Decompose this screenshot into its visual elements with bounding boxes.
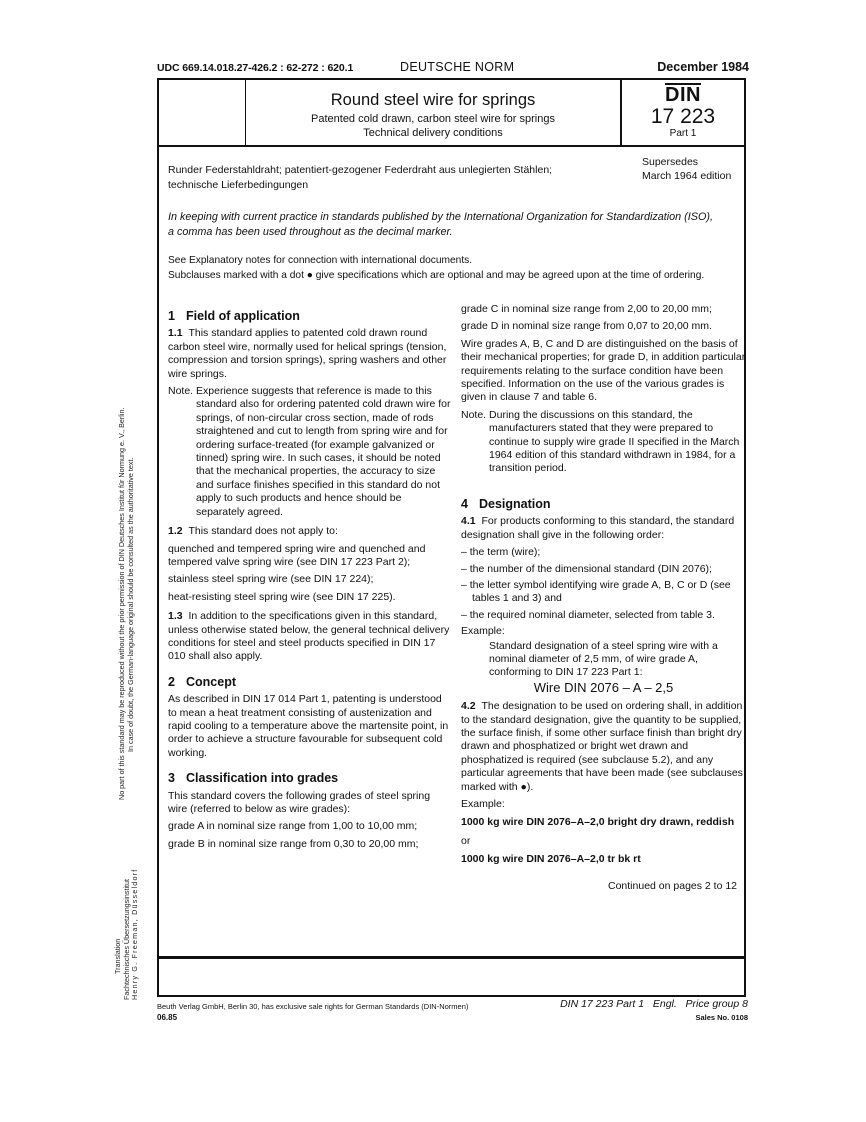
copyright-margin-note [118,408,135,800]
designation-item: – the number of the dimensional standard (DIN 2076); [461,562,712,575]
translator-name: Henry G. Freeman, Düsseldorf [130,868,139,1000]
grade-item: grade C in nominal size range from 2,00 to 20,00 mm; [461,303,712,315]
grade-item: grade D in nominal size range from 0,07 to 20,00 mm. [461,320,712,333]
copyright-line-1: No part of this standard may be reproduced without the prior permission of DIN Deutsches Institut für Normung e. V., Berlin. [117,407,126,800]
title-cell [246,80,620,145]
title-block [159,80,744,147]
section-3-text: Wire grades A, B, C and D are distinguished on the basis of their mechanical properties; for grade D, in addition particular requirements relating to the surface condition have been specified. Information on the use of the various grades is given in clause 7 and table 6. [461,337,746,404]
explanatory-notes-ref: See Explanatory notes for connection with international documents. [168,255,473,266]
order-example-or: or [461,834,471,847]
continued-note: Continued on pages 2 to 12 [608,880,738,892]
designation-item: – the required nominal diameter, selected from table 3. [461,608,715,621]
supersedes-edition: March 1964 edition [642,170,732,182]
general-notes [168,253,758,283]
publication-date: December 1984 [657,60,749,74]
clause-1-2-item: heat-resisting steel spring wire (see DIN 17 225). [168,590,396,603]
udc-code: UDC 669.14.018.27-426.2 : 62-272 : 620.1 [157,62,354,74]
optional-subclauses-note: Subclauses marked with a dot ● give specifications which are optional and may be agreed upon at the time of ordering. [168,270,705,281]
left-column [168,310,452,855]
designation-item: – the letter symbol identifying wire grade A, B, C or D (see tables 1 and 3) and [461,578,731,605]
supersedes-note [642,155,731,183]
copyright-line-2: In case of doubt, the German-language original should be consulted as the authoritative text. [125,457,135,752]
title-block-blank-cell [159,80,246,145]
example-label: Example: [461,625,505,638]
section-3-heading: 3 Classification into grades [168,771,339,786]
grade-item: grade A in nominal size range from 1,00 to 10,00 mm; [168,820,418,833]
example-2-label: Example: [461,798,505,810]
clause-1-1-note: Note. Experience suggests that reference is made to this [168,385,432,398]
print-code: 06.85 [157,1013,178,1022]
top-line [157,60,749,76]
document-reference: DIN 17 223 Part 1 Engl. Price group 8 [560,998,748,1010]
grade-item: grade B in nominal size range from 0,30 to 20,00 mm; [168,837,419,850]
document-title: Round steel wire for springs [330,91,536,109]
clause-1-2: 1.2 This standard does not apply to: [168,525,338,538]
section-3-intro: This standard covers the following grades of steel spring wire (referred to below as wire grades): [168,789,431,815]
right-column [461,303,746,871]
clause-4-1: 4.1 For products conforming to this standard, the standard designation shall give in the following order: [461,515,735,541]
section-1-heading: 1 Field of application [168,309,300,323]
german-title-line-2: technische Lieferbedingungen [168,178,309,191]
section-3-note-body: manufacturers stated that they were prepared to continue to supply wire grade II specified in the March 1964 edition of this standard withdrawn in 1984, for a transition period. [489,422,740,475]
order-example-2: 1000 kg wire DIN 2076–A–2,0 tr bk rt [461,853,641,866]
iso-note-line-1: In keeping with current practice in standards published by the International Organization for Standardization (ISO), [168,211,713,223]
din-part: Part 1 [669,128,697,139]
din-logo: DIN [665,84,701,106]
norm-label: DEUTSCHE NORM [400,60,515,74]
order-example-1: 1000 kg wire DIN 2076–A–2,0 bright dry drawn, reddish [461,816,735,829]
section-3-note: Note. During the discussions on this standard, the [461,408,693,421]
clause-4-2: 4.2 The designation to be used on ordering shall, in addition to the standard designation, give the quantity to be supplied, the surface finish, if some other surface finish than bright dry drawn and phosphatized or bright wet drawn and phosphatized is required (see subclause 5.2), and any particular agreements that have been made (see subclauses marked with ●). [461,700,743,793]
designation-item: – the term (wire); [461,546,541,559]
clause-1-2-item: quenched and tempered spring wire and quenched and tempered valve spring wire (see DIN 17 223 Part 2); [168,542,426,568]
translation-institute: Fachtechnisches Übersetzungsinstitut [121,878,131,1000]
german-title-line-1: Runder Federstahldraht; patentiert-gezogener Federdraht aus unlegierten Stählen; [168,164,553,176]
lower-divider [157,956,746,959]
section-2-text: As described in DIN 17 014 Part 1, patenting is understood to mean a heat treatment consisting of austenization and rapid cooling to a temperature above the martensite point, in order to achieve a structure favourable for subsequent cold working. [168,693,449,759]
translation-margin-note [114,869,140,1000]
document-subtitle-2: Technical delivery conditions [363,127,503,139]
publisher-rights: Beuth Verlag GmbH, Berlin 30, has exclusive sale rights for German Standards (DIN-Normen) [157,1002,469,1011]
german-title [168,163,628,192]
din-standard-number: 17 223 [650,105,716,128]
clause-1-2-item: stainless steel spring wire (see DIN 17 224); [168,573,374,586]
iso-decimal-note [168,210,748,240]
translation-label: Translation [113,938,122,974]
clause-1-1: 1.1 This standard applies to patented cold drawn round carbon steel wire, normally used for helical springs (tension, compression and torsion springs), spring washers and other wire springs. [168,327,447,380]
iso-note-line-2: a comma has been used throughout as the decimal marker. [168,226,453,238]
din-number-cell [620,80,744,145]
sales-number: Sales No. 0108 [695,1013,748,1022]
supersedes-label: Supersedes [642,156,699,168]
footer-publisher [157,1001,468,1023]
clause-1-1-note-body: standard also for ordering patented cold drawn wire for springs, of non-circular cross section, made of rods straightened and cut to length from spring wire and for ordering surface-treated (for example galvanized or tinned) spring wire. In such cases, it should be noted that the mechanical properties, the accuracy to size and surface finishes specified in this standard do not apply to such products and hence should be separately agreed. [196,398,451,518]
example-designation: Wire DIN 2076 – A – 2,5 [533,679,674,695]
clause-1-3: 1.3 In addition to the specifications given in this standard, unless otherwise stated below, the general technical delivery conditions for steel and steel products specified in DIN 17 010 shall also apply. [168,610,450,663]
footer-reference [550,998,748,1024]
section-2-heading: 2 Concept [168,674,236,689]
document-subtitle-1: Patented cold drawn, carbon steel wire for springs [311,113,555,125]
example-text: Standard designation of a steel spring wire with a nominal diameter of 2,5 mm, of wire grade A, conforming to DIN 17 223 Part 1: [489,639,718,679]
section-4-heading: 4 Designation [461,496,551,511]
